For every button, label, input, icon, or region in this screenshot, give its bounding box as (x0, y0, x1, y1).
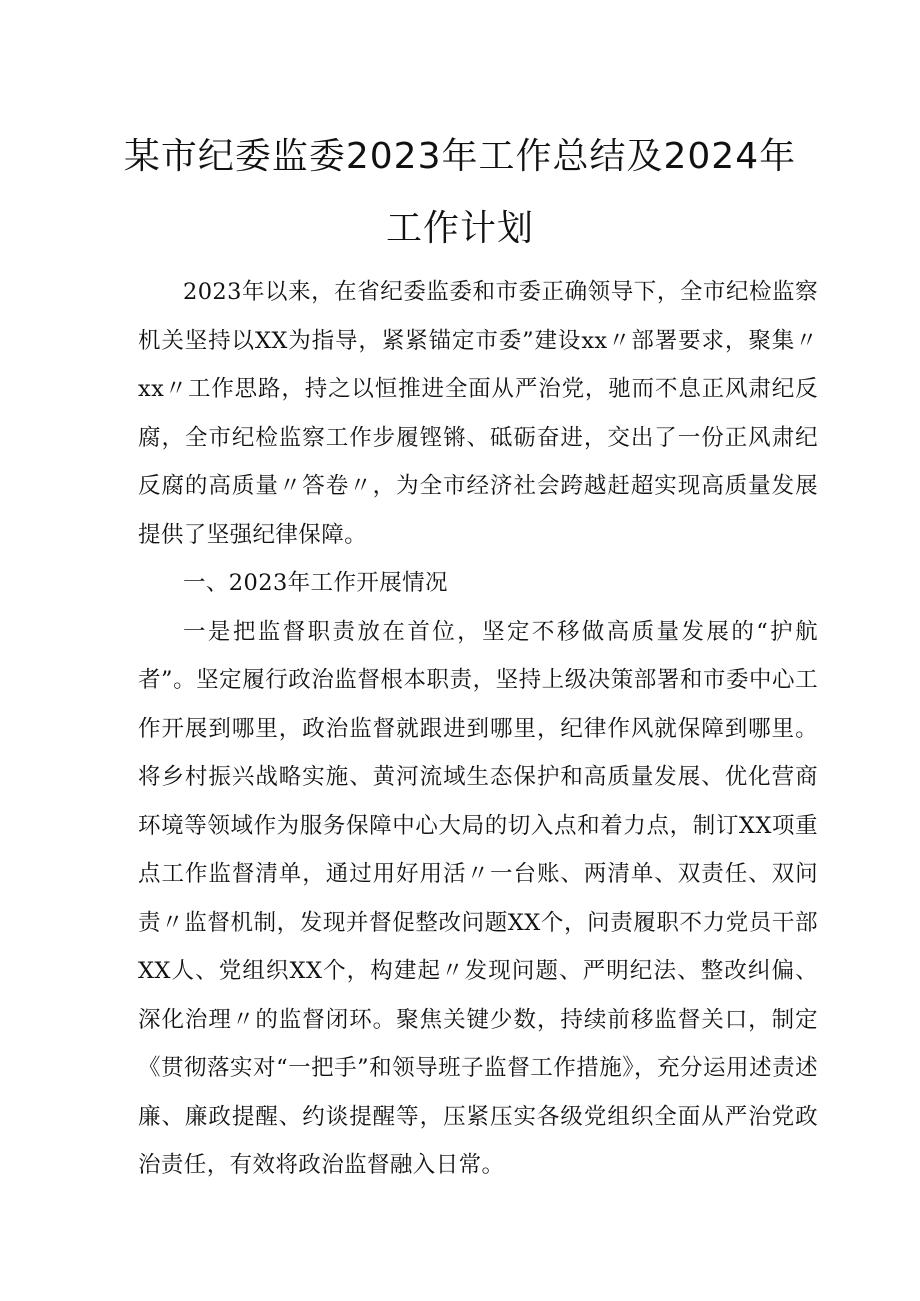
document-body (138, 268, 818, 1190)
section-heading: 一、2023年工作开展情况 (183, 570, 448, 596)
intro-paragraph: 2023年以来，在省纪委监委和市委正确领导下，全市纪检监察机关坚持以XX为指导，紧紧锚定市委”建设xx〃部署要求，聚集〃xx〃工作思路，持之以恒推进全面从严治党，驰而不息正风肃纪反腐，全市纪检监察工作步履铿锵、砥砺奋进，交出了一份正风肃纪反腐的高质量〃答卷〃，为全市经济社会跨越赶超实现高质量发展提供了坚强纪律保障。 (138, 279, 818, 548)
document-title-line-1: 某市纪委监委2023年工作总结及2024年 (123, 136, 797, 177)
section-paragraph: 一是把监督职责放在首位，坚定不移做高质量发展的“护航者”。坚定履行政治监督根本职责，坚持上级决策部署和市委中心工作开展到哪里，政治监督就跟进到哪里，纪律作风就保障到哪里。将乡村振兴战略实施、黄河流域生态保护和高质量发展、优化营商环境等领域作为服务保障中心大局的切入点和着力点，制订XX项重点工作监督清单，通过用好用活〃一台账、两清单、双责任、双问责〃监督机制，发现并督促整改问题XX个，问责履职不力党员干部XX人、党组织XX个，构建起〃发现问题、严明纪法、整改纠偏、深化治理〃的监督闭环。聚焦关键少数，持续前移监督关口，制定《贯彻落实对“一把手”和领导班子监督工作措施》，充分运用述责述廉、廉政提醒、约谈提醒等，压紧压实各级党组织全面从严治党政治责任，有效将政治监督融入日常。 (138, 618, 818, 1178)
document-title-line-2: 工作计划 (385, 208, 534, 249)
